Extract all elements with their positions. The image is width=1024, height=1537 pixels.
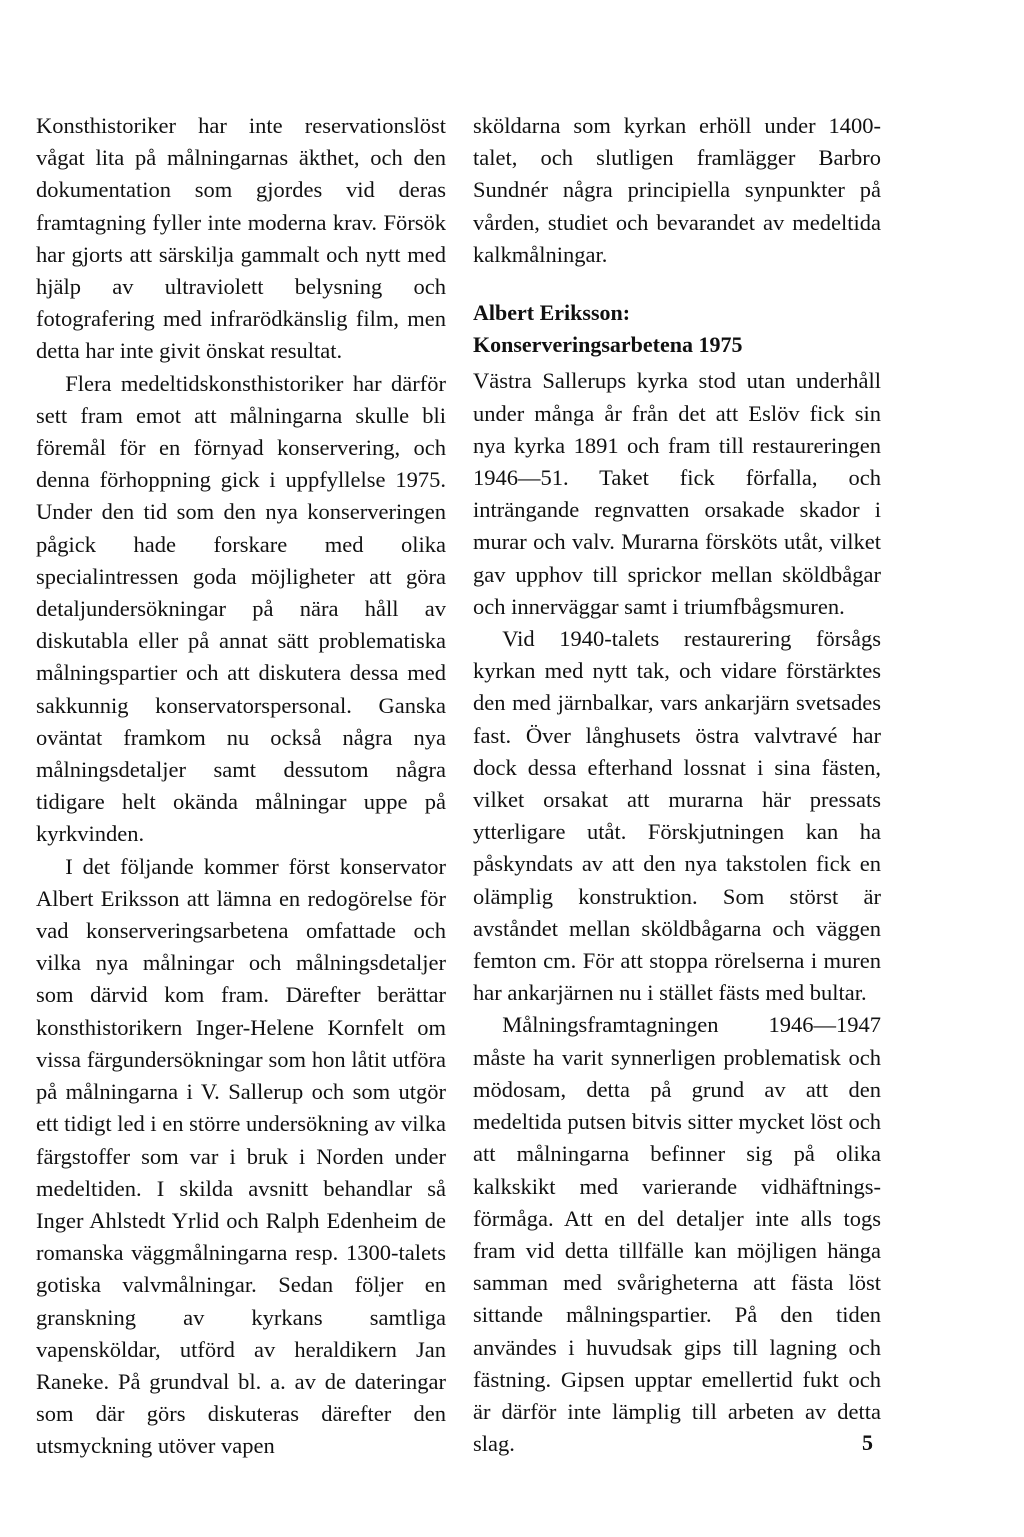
- section-heading: [473, 297, 881, 361]
- section-heading-author: Albert Eriksson:: [473, 300, 631, 326]
- right-column: [473, 110, 881, 1460]
- paragraph: sköldarna som kyrkan erhöll under 1400-talet, och slutligen framlägger Barbro Sundnér några principiella synpunkter på vården, studiet och bevarandet av medeltida kalkmålningar.: [473, 113, 881, 267]
- paragraph: Västra Sallerups kyrka stod utan underhåll under många år från det att Eslöv fick sin nya kyrka 1891 och fram till restaureringen 1946—51. Taket fick förfalla, och inträngande regnvatten orsakade skador i murar och valv. Murarna försköts utåt, vilket gav upphov till sprickor mellan sköldbågar och innerväggar samt i triumfbågsmuren.: [473, 368, 881, 619]
- paragraph: I det följande kommer först konservator Albert Eriksson att lämna en redogörelse för vad konserveringsarbetena omfattade och vilka nya målningar och målningsdetaljer som därvid kom fram. Därefter berättar konsthistorikern Inger-Helene Kornfelt om vissa färgundersökningar som hon låtit utföra på målningarna i V. Sallerup och som utgör ett tidigt led i en större undersökning av vilka färgstoffer som var i bruk i Norden under medeltiden. I skilda avsnitt behandlar så Inger Ahlstedt Yrlid och Ralph Edenheim de romanska väggmålningarna resp. 1300-talets gotiska valvmålningar. Sedan följer en granskning av kyrkans samtliga vapensköldar, utförd av heraldikern Jan Raneke. På grundval bl. a. av de dateringar som där görs diskuteras därefter den utsmyckning utöver vapen: [36, 853, 446, 1459]
- section-heading-title: Konserveringsarbetena 1975: [473, 332, 743, 358]
- paragraph: Målningsframtagningen 1946—1947 måste ha varit synnerligen problematisk och mödosam, detta på grund av att den medeltida putsen bitvis sitter mycket löst och att målningarna befinner sig på olika kalkskikt med varierande vidhäftningsförmåga. Att en del detaljer inte alls togs fram vid detta tillfälle kan möjligen hänga samman med svårigheterna att fästa löst sittande målningspartier. På den tiden användes i huvudsak gips till lagning och fästning. Gipsen upptar emellertid fukt och är därför inte lämplig till arbeten av detta slag.: [473, 1012, 881, 1457]
- page-number: 5: [862, 1430, 873, 1455]
- paragraph: Vid 1940-talets restaurering försågs kyrkan med nytt tak, och vidare förstärktes den med järnbalkar, vars ankarjärn svetsades fast. Över långhusets östra valvtravé har dock dessa efterhand lossnat i sina fästen, vilket orsakat att murarna här pressats ytterligare utåt. Förskjutningen kan ha påskyndats av att den nya takstolen fick en olämplig konstruktion. Som störst är avståndet mellan sköldbågarna och väggen femton cm. För att stoppa rörelserna i muren har ankarjärnen nu i stället fästs med bultar.: [473, 626, 881, 1006]
- paragraph: Konsthistoriker har inte reservationslöst vågat lita på målningarnas äkthet, och den dokumentation som gjordes vid deras framtagning fyller inte moderna krav. Försök har gjorts att särskilja gammalt och nytt med hjälp av ultraviolett belysning och fotografering med infrarödkänslig film, men detta har inte givit önskat resultat.: [36, 113, 446, 364]
- left-column: [36, 110, 446, 1463]
- paragraph: Flera medeltidskonsthistoriker har därför sett fram emot att målningarna skulle bli föremål för en förnyad konservering, och denna förhoppning gick i uppfyllelse 1975. Under den tid som den nya konserveringen pågick hade forskare med olika specialintressen goda möjligheter att göra detaljundersökningar på nära håll av diskutabla eller på annat sätt problematiska målningspartier och att diskutera dessa med sakkunnig konservatorspersonal. Ganska oväntat framkom nu också några nya målningsdetaljer samt dessutom några tidigare helt okända målningar uppe på kyrkvinden.: [36, 370, 446, 847]
